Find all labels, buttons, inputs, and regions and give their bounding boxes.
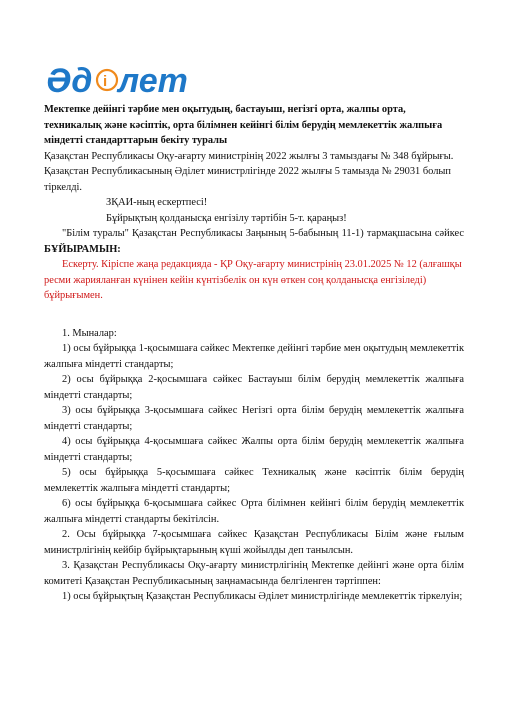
preamble-bold: БҰЙЫРАМЫН:	[44, 243, 121, 255]
adilet-logo-icon	[44, 58, 188, 106]
svg-text:лет: лет	[118, 62, 188, 100]
list-item: 5) осы бұйрыққа 5-қосымшаға сәйкес Техникалық және кәсіптік білім берудің мемлекеттік жалпыға міндетті стандарты;	[44, 467, 464, 494]
note-heading: ЗҚАИ-ның ескертпесі!	[106, 197, 208, 208]
list-item: 2) осы бұйрыққа 2-қосымшаға сәйкес Бастауыш білім берудің мемлекеттік жалпыға міндетті стандарты;	[44, 374, 464, 401]
amendment-note: Ескерту. Кіріспе жаңа редакцияда - ҚР Оқу-ағарту министрінің 23.01.2025 № 12 (алғашқы ресми жарияланған күнінен кейін күнтізбелік он күн өткен соң қолданысқа енгізіледі) бұйрығымен.	[44, 259, 462, 301]
list-item: 3. Қазақстан Республикасы Оқу-ағарту министрлігінің Мектепке дейінгі және орта білім комитеті Қазақстан Республикасының заңнамасында белгіленген тәртіппен:	[44, 560, 464, 587]
svg-text:i: i	[103, 73, 108, 90]
preamble-text: "Білім туралы" Қазақстан Республикасы Заңының 5-бабының 11-1) тармақшасына сәйкес	[62, 228, 464, 239]
list-item: 6) осы бұйрыққа 6-қосымшаға сәйкес Орта білімнен кейінгі білім берудің мемлекеттік жалпыға міндетті стандарты бекітілсін.	[44, 498, 464, 525]
document-title: Мектепке дейінгі тәрбие мен оқытудың, бастауыш, негізгі орта, жалпы орта, техникалық және кәсіптік, орта білімнен кейінгі білім берудің мемлекеттік жалпыға міндетті стандарттарын бекіту туралы	[44, 104, 443, 146]
svg-text:Әд: Әд	[46, 62, 93, 100]
list-item: 4) осы бұйрыққа 4-қосымшаға сәйкес Жалпы орта білім берудің мемлекеттік жалпыға міндетті стандарты;	[44, 436, 464, 463]
list-item: 1. Мыналар:	[62, 327, 117, 339]
list-item: 1) осы бұйрыққа 1-қосымшаға сәйкес Мектепке дейінгі тәрбие мен оқытудың мемлекеттік жалпыға міндетті стандарты;	[44, 343, 464, 370]
list-item: 2. Осы бұйрыққа 7-қосымшаға сәйкес Қазақстан Республикасы Білім және ғылым министрлігінің кейбір бұйрықтарының күші жойылды деп танылсын.	[44, 529, 464, 556]
list-item: 3) осы бұйрыққа 3-қосымшаға сәйкес Негізгі орта білім берудің мемлекеттік жалпыға міндетті стандарты;	[44, 405, 464, 432]
preamble	[44, 226, 464, 257]
note-text: Бұйрықтың қолданысқа енгізілу тәртібін 5-т. қараңыз!	[106, 212, 347, 224]
document-body	[44, 102, 464, 605]
list-item: 1) осы бұйрықтың Қазақстан Республикасы Әділет министрлігінде мемлекеттік тіркелуін;	[62, 591, 463, 602]
adilet-logo	[44, 58, 188, 106]
order-info: Қазақстан Республикасы Оқу-ағарту министрінің 2022 жылғы 3 тамыздағы № 348 бұйрығы. Қазақстан Республикасының Әділет министрлігінде 2022 жылғы 5 тамызда № 29031 болып тіркелді.	[44, 150, 454, 193]
